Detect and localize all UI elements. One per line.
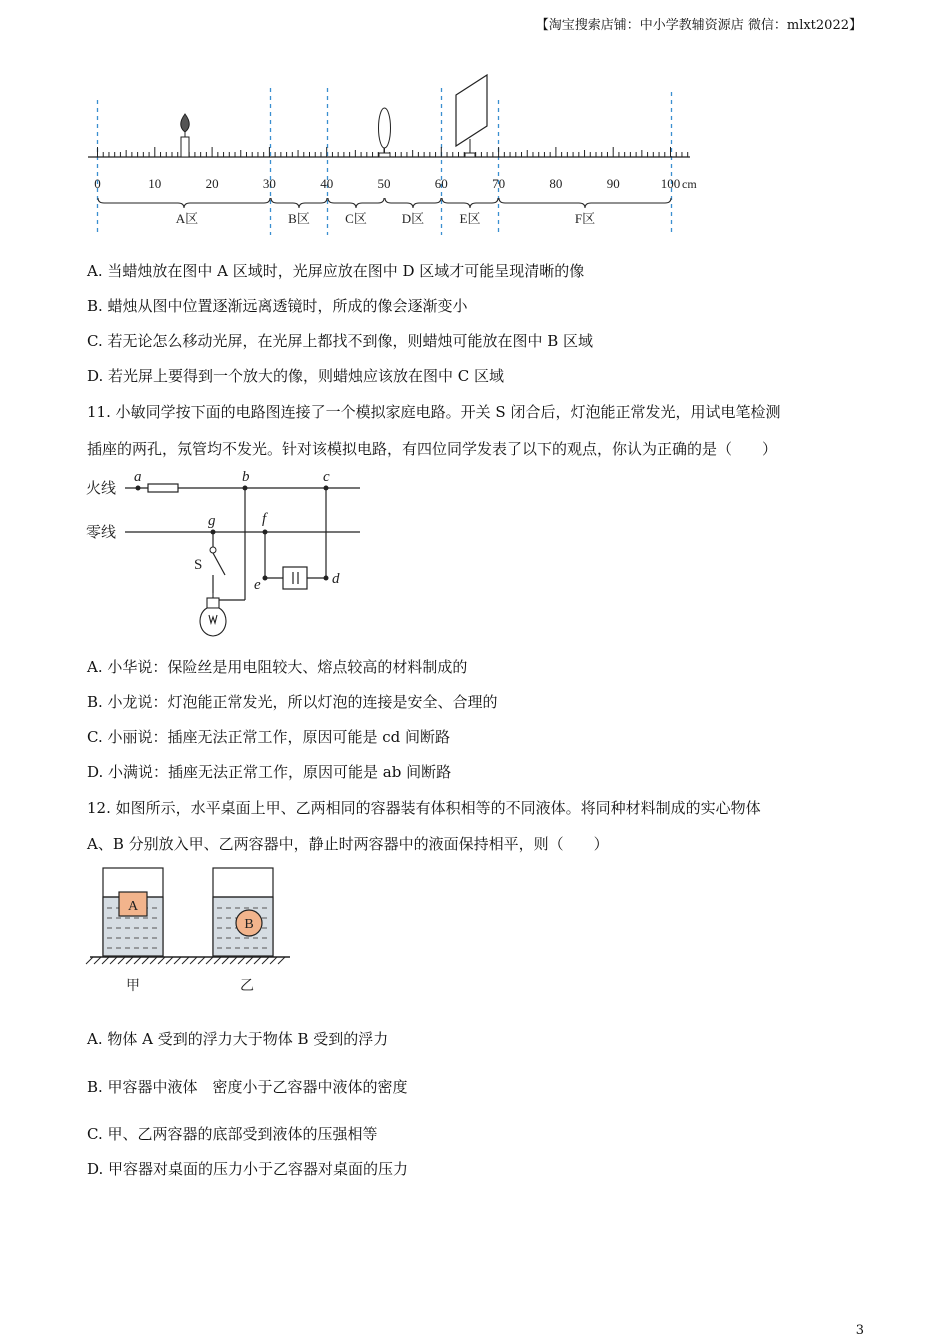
ruler-tick-label: 100	[660, 176, 681, 191]
zone-label: F区	[574, 211, 596, 226]
lens-icon	[379, 108, 391, 157]
q11-option-a: A. 小华说：保险丝是用电阻较大、熔点较高的材料制成的	[87, 658, 468, 676]
ruler-tick-label: 20	[205, 176, 219, 191]
screen-icon	[456, 75, 487, 157]
point-b-label: b	[242, 469, 250, 485]
circuit-diagram	[80, 465, 380, 645]
switch-label: S	[194, 557, 203, 573]
q11-stem-line1: 11. 小敏同学按下面的电路图连接了一个模拟家庭电路。开关 S 闭合后，灯泡能正常发光，用试电笔检测	[87, 403, 781, 421]
q11-option-b: B. 小龙说：灯泡能正常发光，所以灯泡的连接是安全、合理的	[87, 693, 498, 711]
point-a-label: a	[134, 469, 142, 485]
ruler-tick-label: 30	[262, 176, 276, 191]
page-header: 【淘宝搜索店铺：中小学教辅资源店 微信：mlxt2022】	[535, 18, 862, 33]
ruler-tick-label: 60	[434, 176, 448, 191]
ruler-tick-label: 40	[320, 176, 334, 191]
candle-icon	[181, 114, 189, 157]
ball-b-label: B	[244, 917, 254, 932]
q12-option-a: A. 物体 A 受到的浮力大于物体 B 受到的浮力	[87, 1030, 389, 1048]
zone-label: D区	[401, 211, 425, 226]
q10-option-a: A. 当蜡烛放在图中 A 区域时，光屏应放在图中 D 区域才可能呈现清晰的像	[87, 262, 585, 280]
ruler-tick-label: 90	[606, 176, 620, 191]
q12-option-d: D. 甲容器对桌面的压力小于乙容器对桌面的压力	[87, 1160, 409, 1178]
zone-label: C区	[345, 211, 367, 226]
ruler-tick-label: 50	[377, 176, 391, 191]
ruler-tick-label: 0	[94, 176, 101, 191]
point-e-label: e	[254, 577, 261, 593]
point-f-label: f	[262, 511, 267, 527]
point-c-label: c	[323, 469, 330, 485]
ruler-tick-label: 80	[549, 176, 563, 191]
q10-option-d: D. 若光屏上要得到一个放大的像，则蜡烛应该放在图中 C 区域	[87, 367, 505, 385]
q10-option-b: B. 蜡烛从图中位置逐渐远离透镜时，所成的像会逐渐变小	[87, 297, 468, 315]
cup-yi-label: 乙	[240, 979, 254, 994]
ruler-unit: cm	[682, 177, 697, 191]
q10-option-c: C. 若无论怎么移动光屏，在光屏上都找不到像，则蜡烛可能放在图中 B 区域	[87, 332, 594, 350]
zone-label: E区	[459, 211, 481, 226]
q12-option-b: B. 甲容器中液体 密度小于乙容器中液体的密度	[87, 1078, 408, 1096]
live-wire-label: 火线	[86, 481, 117, 497]
cup-jia-label: 甲	[126, 979, 140, 994]
optical-bench-figure	[80, 70, 720, 240]
q11-option-c: C. 小丽说：插座无法正常工作，原因可能是 cd 间断路	[87, 728, 451, 746]
containers-figure	[85, 862, 300, 1002]
zone-label: B区	[288, 211, 310, 226]
ruler-tick-label: 70	[492, 176, 506, 191]
neutral-wire-label: 零线	[86, 525, 117, 541]
page-number: 3	[855, 1323, 864, 1338]
q12-stem-line2: A、B 分别放入甲、乙两容器中，静止时两容器中的液面保持相平，则（ ）	[87, 835, 609, 853]
zone-label: A区	[175, 211, 199, 226]
point-d-label: d	[332, 571, 340, 587]
q12-option-c: C. 甲、乙两容器的底部受到液体的压强相等	[87, 1125, 378, 1143]
q12-stem-line1: 12. 如图所示，水平桌面上甲、乙两相同的容器装有体积相等的不同液体。将同种材料制成的实心物体	[87, 799, 761, 817]
block-a-label: A	[127, 899, 139, 914]
point-g-label: g	[208, 513, 216, 529]
q11-option-d: D. 小满说：插座无法正常工作，原因可能是 ab 间断路	[87, 763, 452, 781]
q11-stem-line2: 插座的两孔，氖管均不发光。针对该模拟电路，有四位同学发表了以下的观点，你认为正确的是（ ）	[87, 440, 778, 458]
ruler-tick-label: 10	[148, 176, 162, 191]
